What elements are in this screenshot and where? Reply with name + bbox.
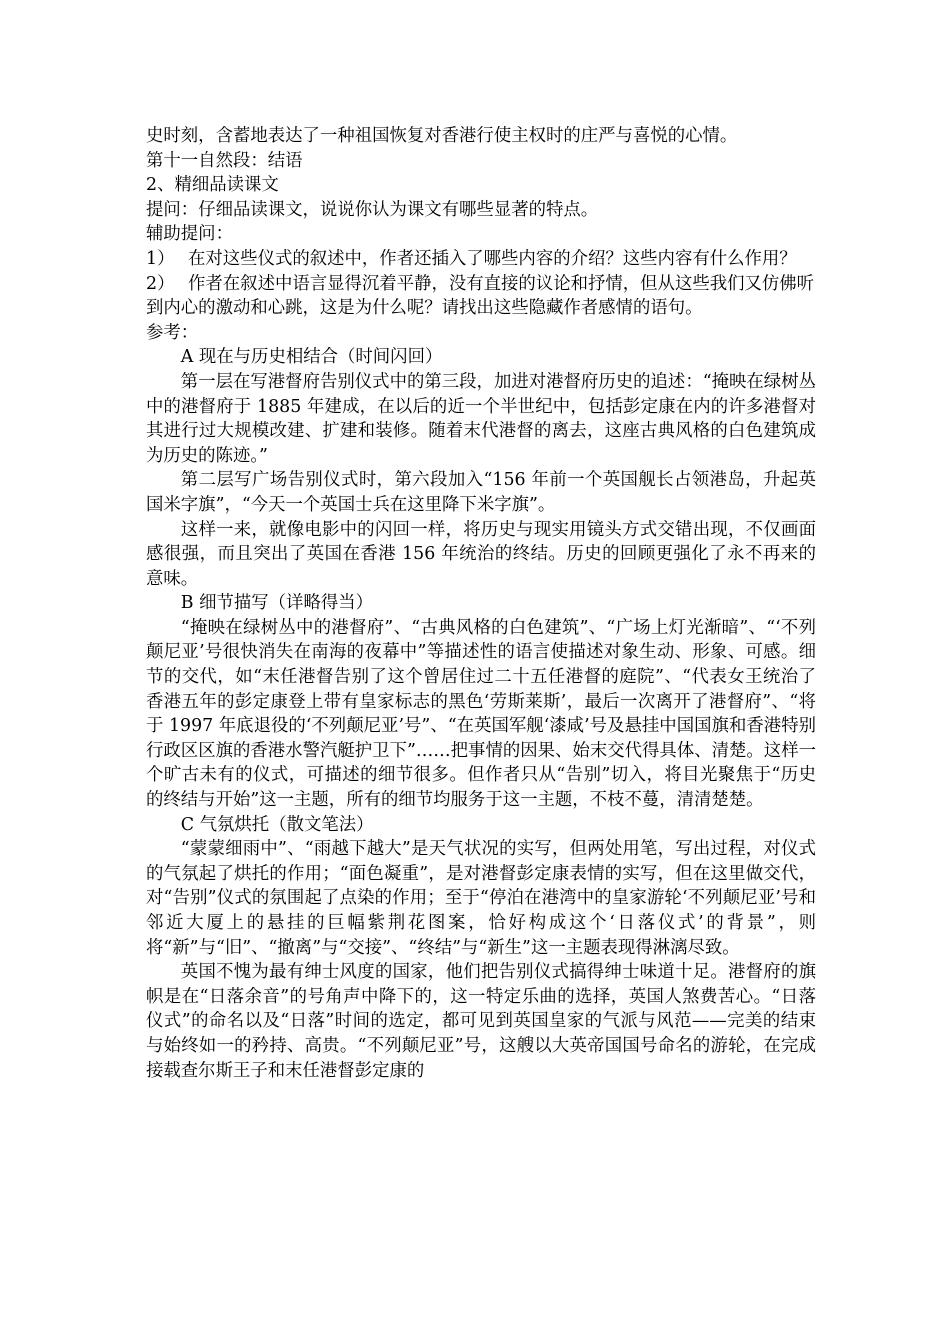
paragraph-intro: 史时刻，含蓄地表达了一种祖国恢复对香港行使主权时的庄严与喜悦的心情。 (146, 126, 738, 146)
reading-section-title: 2、精细品读课文 (146, 175, 279, 196)
auxiliary-question-1 (146, 247, 816, 272)
document-page (146, 124, 816, 1083)
paragraph-a2: 第二层写广场告别仪式时，第六段加入“156 年前一个英国舰长占领港岛，升起英国米字旗”，“今天一个英国士兵在这里降下米字旗”。 (146, 470, 816, 515)
paragraph-a1: 第一层在写港督府告别仪式中的第三段，加进对港督府历史的追述：“掩映在绿树丛中的港督府于 1885 年建成，在以后的近一个半世纪中，包括彭定康在内的许多港督对其进行过大规模改建、扩建和装修。随着末代港督的离去，这座古典风格的白色建筑成为历史的陈迹。” (146, 371, 816, 466)
auxiliary-questions-label: 辅助提问： (146, 224, 233, 245)
section-eleven-label: 第十一自然段：结语 (146, 150, 303, 171)
paragraph-b1: “掩映在绿树丛中的港督府”、“古典风格的白色建筑”、“广场上灯光渐暗”、“‘不列颠尼亚’号很快消失在南海的夜幕中”等描述性的语言使描述对象生动、形象、可感。细节的交代，如“末任港督告别了这个曾居住过二十五任港督的庭院”、“代表女王统治了香港五年的彭定康登上带有皇家标志的黑色‘劳斯莱斯’，最后一次离开了港督府”、“将于 1997 年底退役的‘不列颠尼亚’号”、“在英国军舰‘漆咸’号及悬挂中国国旗和香港特别行政区区旗的香港水警汽艇护卫下”……把事情的因果、始末交代得具体、清楚。这样一个旷古未有的仪式，可描述的细节很多。但作者只从“告别”切入，将目光聚焦于“历史的终结与开始”这一主题，所有的细节均服务于这一主题，不枝不蔓，清清楚楚。 (146, 617, 816, 811)
paragraph-c1: “蒙蒙细雨中”、“雨越下越大”是天气状况的实写，但两处用笔，写出过程，对仪式的气氛起了烘托的作用；“面色凝重”，是对港督彭定康表情的实写，但在这里做交代，对“告别”仪式的氛围起了点染的作用；至于“停泊在港湾中的皇家游轮‘不列颠尼亚’号和邻近大厦上的悬挂的巨幅紫荆花图案，恰好构成这个‘日落仪式’的背景”，则将“新”与“旧”、“撤离”与“交接”、“终结”与“新生”这一主题表现得淋漓尽致。 (146, 839, 816, 958)
auxiliary-question-2 (146, 272, 816, 321)
paragraph-c2: 英国不愧为最有绅士风度的国家，他们把告别仪式搞得绅士味道十足。港督府的旗帜是在“日落余音”的号角声中降下的，这一特定乐曲的选择，英国人煞费苦心。“日落仪式”的命名以及“日落”时间的选定，都可见到英国皇家的气派与风范——完美的结束与始终如一的矜持、高贵。“不列颠尼亚”号，这艘以大英帝国国号命名的游轮，在完成接载查尔斯王子和末任港督彭定康的 (146, 962, 816, 1081)
question-prompt: 提问：仔细品读课文，说说你认为课文有哪些显著的特点。 (146, 199, 599, 220)
heading-c: C 气氛烘托（散文笔法） (180, 814, 374, 835)
reference-label: 参考： (146, 322, 199, 343)
question-1-text: 在对这些仪式的叙述中，作者还插入了哪些内容的介绍？这些内容有什么作用？ (188, 248, 797, 269)
question-2-number: 2） (146, 273, 175, 294)
paragraph-a3: 这样一来，就像电影中的闪回一样，将历史与现实用镜头方式交错出现，不仅画面感很强，而且突出了英国在香港 156 年统治的终结。历史的回顾更强化了永不再来的意味。 (146, 519, 816, 589)
question-1-number: 1） (146, 248, 175, 269)
heading-b: B 细节描写（详略得当） (180, 593, 374, 614)
question-2-text: 作者在叙述中语言显得沉着平静，没有直接的议论和抒情，但从这些我们又仿佛听到内心的激动和心跳，这是为什么呢？请找出这些隐藏作者感情的语句。 (146, 273, 815, 319)
heading-a: A 现在与历史相结合（时间闪回） (180, 347, 443, 368)
